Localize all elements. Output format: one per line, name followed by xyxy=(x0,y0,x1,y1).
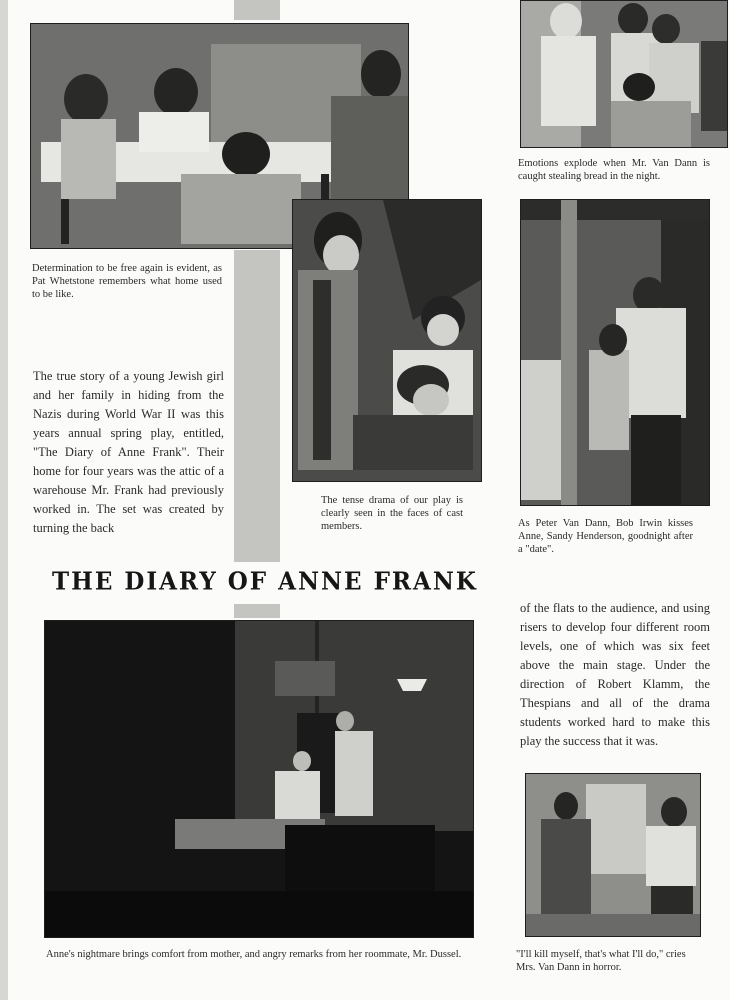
decorative-bar-top xyxy=(234,0,280,20)
photo-peter-van-dann xyxy=(520,199,710,506)
caption-emotions: Emotions explode when Mr. Van Dann is caught stealing bread in the night. xyxy=(518,158,710,182)
caption-mrs-van-dann: "I'll kill myself, that's what I'll do," cries Mrs. Van Dann in horror. xyxy=(516,949,686,973)
decorative-bar-bottom xyxy=(234,604,280,618)
article-intro-part2: of the flats to the audience, and using risers to develop four different room levels, one of which was six feet above the main stage. Under the direction of Robert Klamm, the Thespians and all of the drama students worked hard to make this play the success that it was. xyxy=(520,601,710,748)
page-edge xyxy=(0,0,8,1000)
article-intro-part1: The true story of a young Jewish girl and her family in hiding from the Nazis during World War II was this years annual spring play, entitled, "The Diary of Anne Frank". Their home for four years was the attic of a warehouse Mr. Frank had previously worked in. The set was created by turning the back xyxy=(33,369,224,535)
caption-peter-van-dann: As Peter Van Dann, Bob Irwin kisses Anne, Sandy Henderson, goodnight after a "date". xyxy=(518,518,693,555)
caption-determination: Determination to be free again is evident, as Pat Whetstone remembers what home used to be like. xyxy=(32,263,222,300)
decorative-bar-middle xyxy=(234,250,280,562)
page-title: THE DIARY OF ANNE FRANK xyxy=(52,567,478,596)
photo-tense-drama xyxy=(292,199,482,482)
photo-nightmare-scene xyxy=(44,620,474,938)
caption-tense-drama: The tense drama of our play is clearly seen in the faces of cast members. xyxy=(321,495,463,532)
photo-van-dann-bread xyxy=(520,0,728,148)
photo-mrs-van-dann xyxy=(525,773,701,937)
caption-nightmare: Anne's nightmare brings comfort from mother, and angry remarks from her roommate, Mr. Dussel. xyxy=(46,949,462,960)
